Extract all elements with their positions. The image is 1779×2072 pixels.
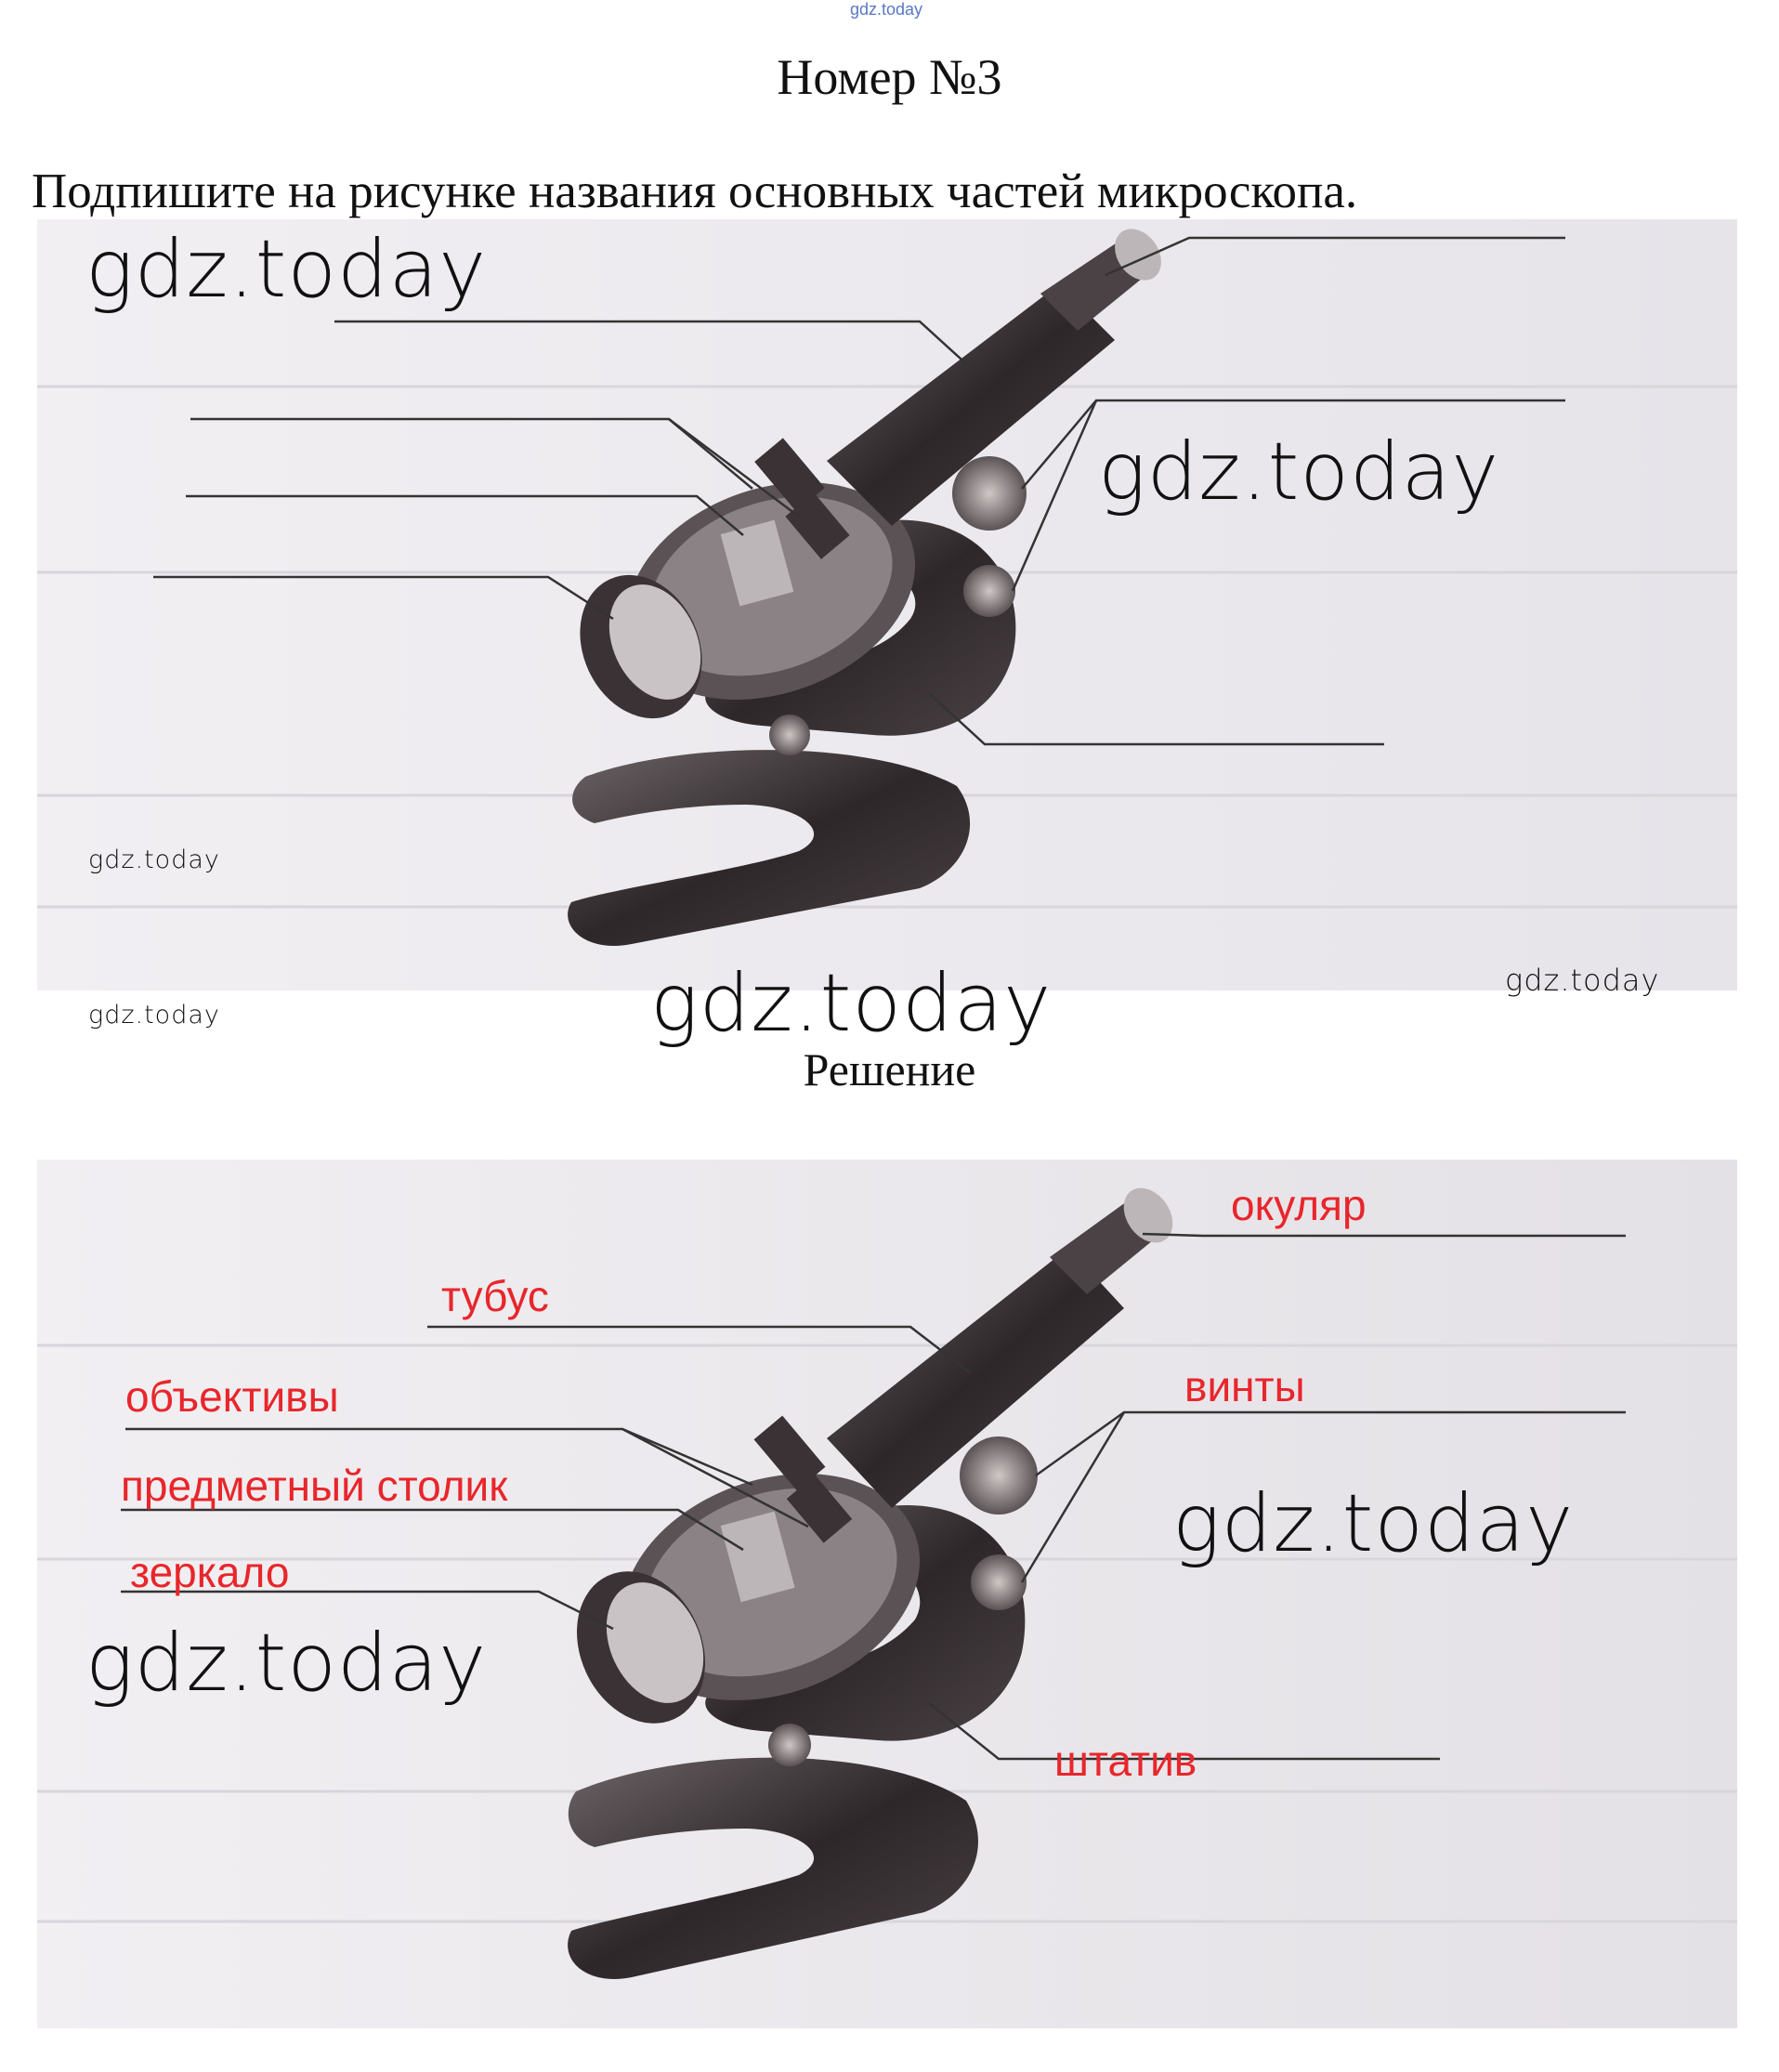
page-title: Номер №3	[777, 49, 1002, 105]
watermark-mid-right: gdz.today	[1505, 963, 1660, 998]
watermark-fig1-right: gdz.today	[1098, 426, 1500, 518]
watermark-fig1-small: gdz.today	[88, 846, 220, 874]
label-eyepiece: окуляр	[1231, 1181, 1367, 1229]
watermark-fig1-topleft: gdz.today	[85, 223, 488, 316]
label-stand: штатив	[1054, 1737, 1197, 1785]
watermark-fig2-left: gdz.today	[85, 1617, 488, 1710]
solution-heading: Решение	[803, 1043, 976, 1095]
task-text: Подпишите на рисунке названия основных частей микроскопа.	[32, 164, 1358, 218]
microscope-pivot	[769, 715, 810, 755]
microscope-diagram	[37, 219, 1737, 990]
watermark-mid-small: gdz.today	[88, 1001, 220, 1029]
watermark-mid-big: gdz.today	[650, 957, 1053, 1050]
label-tube: тубус	[441, 1272, 549, 1320]
microscope-knob-fine	[963, 565, 1015, 617]
label-stage: предметный столик	[121, 1462, 508, 1510]
microscope-figure-labeled	[37, 1160, 1737, 2028]
microscope-knob-coarse-2	[960, 1436, 1038, 1515]
label-objectives: объективы	[125, 1372, 339, 1421]
top-watermark: gdz.today	[850, 0, 923, 19]
label-mirror: зеркало	[130, 1548, 290, 1596]
microscope-diagram-labeled	[37, 1160, 1737, 2028]
microscope-knob-coarse	[952, 456, 1027, 531]
microscope-figure-blank	[37, 219, 1737, 990]
label-screws: винты	[1184, 1362, 1305, 1410]
watermark-fig2-right: gdz.today	[1172, 1477, 1575, 1570]
microscope-pivot-2	[768, 1724, 811, 1766]
microscope-knob-fine-2	[971, 1554, 1027, 1610]
